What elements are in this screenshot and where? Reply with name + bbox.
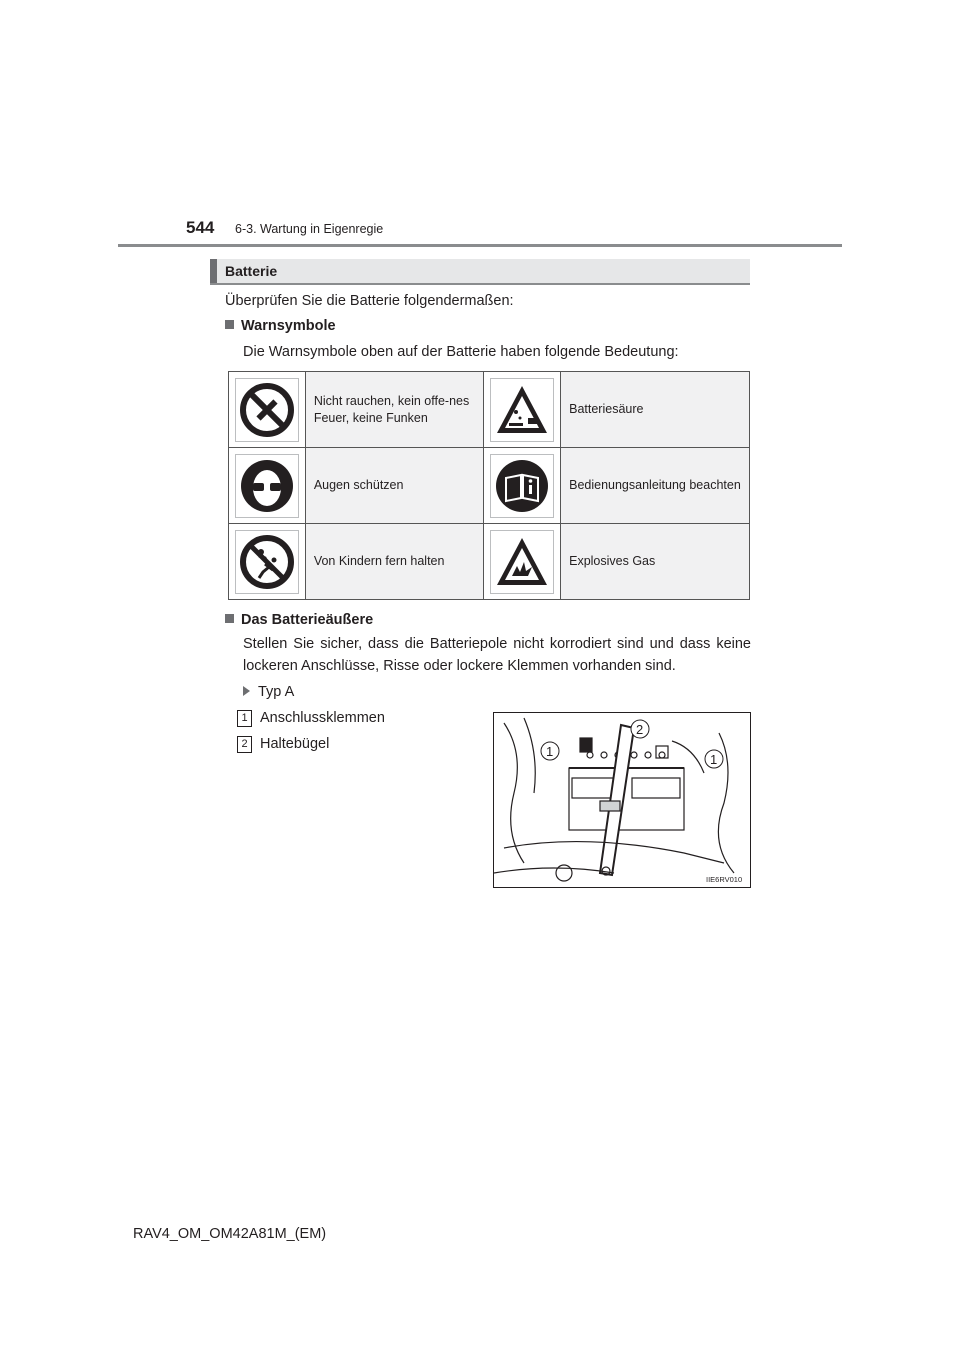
keep-away-children-icon (235, 530, 299, 594)
exterior-description: Stellen Sie sicher, dass die Batteriepole nicht korrodiert sind und dass keine lockeren Anschlüsse, Risse oder lockere Klemmen vorhanden sind. (243, 636, 751, 674)
square-bullet-icon (225, 320, 234, 329)
warn-label: Augen schützen (305, 448, 483, 524)
header-rule (118, 244, 842, 247)
warning-symbols-table (228, 371, 750, 600)
eye-protection-icon (235, 454, 299, 518)
callout-number: 1 (237, 710, 252, 727)
batterie-heading: Batterie (225, 263, 278, 279)
battery-drawing (494, 713, 750, 887)
warn-label: Explosives Gas (561, 524, 750, 600)
table-row (229, 524, 750, 600)
callout-number: 2 (237, 736, 252, 753)
warn-label: Batteriesäure (561, 372, 750, 448)
square-bullet-icon (225, 614, 234, 623)
table-row (229, 448, 750, 524)
legend-item: 2 Haltebügel (237, 733, 329, 755)
footer-code: RAV4_OM_OM42A81M_(EM) (133, 1226, 327, 1242)
battery-acid-icon (490, 378, 554, 442)
figure-callout: 2 (636, 722, 644, 737)
warn-label: Nicht rauchen, kein offe-nes Feuer, keine Funken (305, 372, 483, 448)
table-row (229, 372, 750, 448)
explosive-gas-icon (490, 530, 554, 594)
figure-callout: 1 (710, 752, 718, 767)
triangle-bullet-icon (243, 686, 250, 696)
figure-code: IIE6RV010 (706, 875, 743, 884)
legend-item: 1 Anschlussklemmen (237, 707, 385, 729)
batterie-heading-bar (210, 259, 750, 285)
battery-illustration (493, 712, 751, 888)
figure-callout: 1 (546, 744, 554, 759)
no-smoking-icon (235, 378, 299, 442)
intro-text: Überprüfen Sie die Batterie folgendermaßen: (225, 293, 514, 309)
type-label: Typ A (243, 681, 294, 703)
exterior-heading: Das Batterieäußere (225, 609, 373, 631)
read-manual-icon (490, 454, 554, 518)
page-number: 544 (186, 218, 215, 237)
warn-heading: Warnsymbole (225, 315, 336, 337)
warn-label: Von Kindern fern halten (305, 524, 483, 600)
warn-description: Die Warnsymbole oben auf der Batterie haben folgende Bedeutung: (243, 344, 679, 360)
heading-tab (210, 259, 217, 283)
warn-label: Bedienungsanleitung beachten (561, 448, 750, 524)
section-title: 6-3. Wartung in Eigenregie (235, 222, 384, 236)
